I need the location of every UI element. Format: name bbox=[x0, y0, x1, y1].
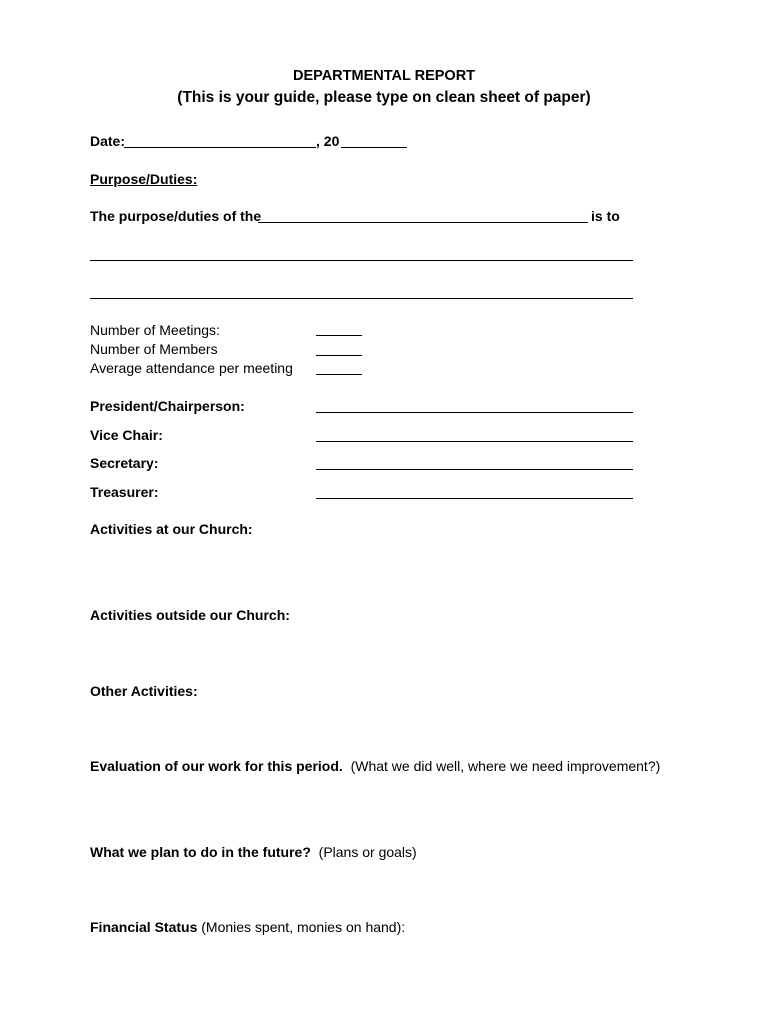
date-year-prefix: , 20 bbox=[316, 133, 340, 149]
attendance-field[interactable] bbox=[316, 374, 362, 375]
financial-status-heading bbox=[90, 918, 405, 936]
members-field[interactable] bbox=[316, 355, 362, 356]
department-name-field[interactable] bbox=[258, 222, 588, 223]
secretary-label: Secretary: bbox=[90, 455, 159, 471]
attendance-label: Average attendance per meeting bbox=[90, 360, 293, 376]
date-label: Date: bbox=[90, 133, 126, 149]
evaluation-title: Evaluation of our work for this period. bbox=[90, 758, 343, 774]
page-subtitle: (This is your guide, please type on clean sheet of paper) bbox=[177, 89, 591, 106]
president-label: President/Chairperson: bbox=[90, 398, 245, 414]
vice-chair-label: Vice Chair: bbox=[90, 427, 163, 443]
meetings-field[interactable] bbox=[316, 335, 362, 336]
treasurer-label: Treasurer: bbox=[90, 484, 159, 500]
page-title: DEPARTMENTAL REPORT bbox=[292, 68, 476, 84]
vice-chair-field[interactable] bbox=[316, 441, 633, 442]
activities-outside-heading: Activities outside our Church: bbox=[90, 607, 290, 623]
purpose-heading: Purpose/Duties: bbox=[90, 171, 198, 187]
members-label: Number of Members bbox=[90, 341, 218, 357]
financial-status-note: (Monies spent, monies on hand): bbox=[201, 919, 406, 935]
activities-church-heading: Activities at our Church: bbox=[90, 521, 253, 537]
date-field[interactable] bbox=[124, 147, 316, 148]
financial-status-title: Financial Status bbox=[90, 919, 198, 935]
future-plans-title: What we plan to do in the future? bbox=[90, 844, 311, 860]
future-plans-note: (Plans or goals) bbox=[318, 844, 417, 860]
purpose-line-2[interactable] bbox=[90, 298, 633, 299]
other-activities-heading: Other Activities: bbox=[90, 683, 198, 699]
year-field[interactable] bbox=[341, 147, 407, 148]
president-field[interactable] bbox=[316, 412, 633, 413]
treasurer-field[interactable] bbox=[316, 498, 633, 499]
purpose-line-suffix: is to bbox=[591, 208, 620, 224]
future-plans-heading bbox=[90, 843, 417, 861]
evaluation-heading bbox=[90, 757, 660, 775]
purpose-line-1[interactable] bbox=[90, 260, 633, 261]
secretary-field[interactable] bbox=[316, 469, 633, 470]
meetings-label: Number of Meetings: bbox=[90, 322, 220, 338]
purpose-line-prefix: The purpose/duties of the bbox=[90, 208, 262, 224]
evaluation-note: (What we did well, where we need improvement?) bbox=[350, 758, 661, 774]
